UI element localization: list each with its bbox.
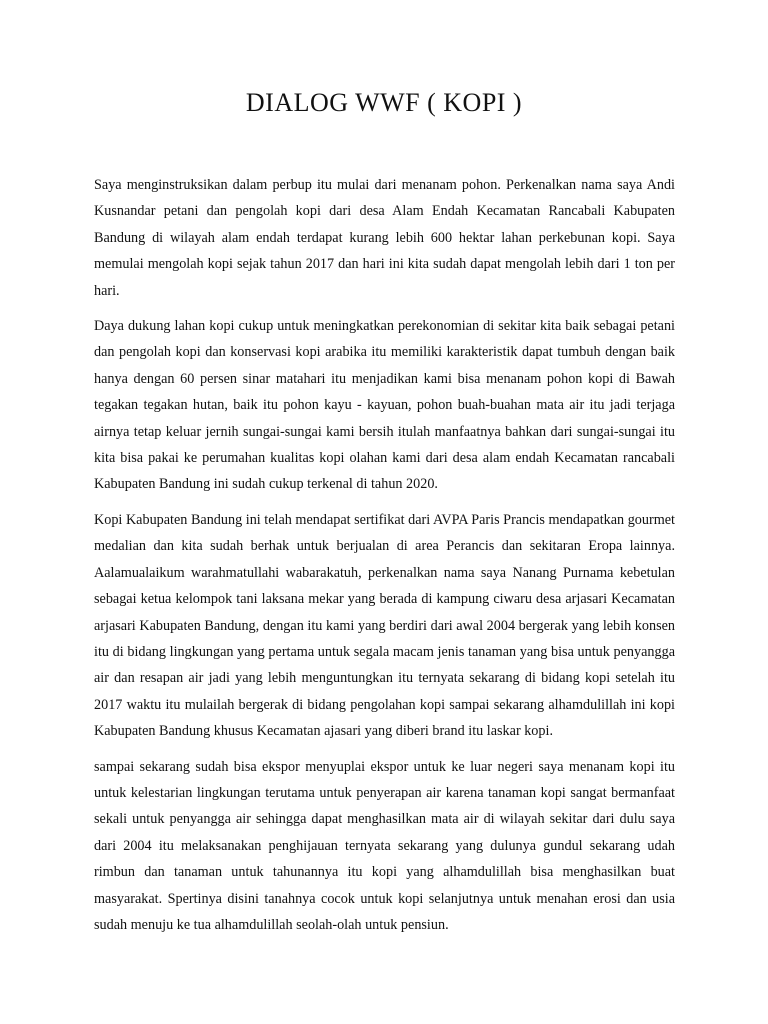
document-body <box>94 172 675 947</box>
document-title: DIALOG WWF ( KOPI ) <box>245 88 523 117</box>
paragraph-3: Kopi Kabupaten Bandung ini telah mendapat sertifikat dari AVPA Paris Prancis mendapatkan gourmet medalian dan kita sudah berhak untuk berjualan di area Perancis dan sekitaran Eropa lainnya. Aalamualaikum warahmatullahi wabarakatuh, perkenalkan nama saya Nanang Purnama kebetulan sebagai ketua kelompok tani laksana mekar yang berada di kampung ciwaru desa arjasari Kecamatan arjasari Kabupaten Bandung, dengan itu kami yang berdiri dari awal 2004 bergerak yang lebih konsen itu di bidang lingkungan yang pertama untuk segala macam jenis tanaman yang bisa untuk penyangga air dan resapan air jadi yang lebih menguntungkan itu ternyata sekarang di bidang kopi setelah itu 2017 waktu itu mulailah bergerak di bidang pengolahan kopi sampai sekarang alhamdulillah ini kopi Kabupaten Bandung khusus Kecamatan ajasari yang diberi brand itu laskar kopi. <box>94 511 675 740</box>
paragraph-4: sampai sekarang sudah bisa ekspor menyuplai ekspor untuk ke luar negeri saya menanam kopi itu untuk kelestarian lingkungan terutama untuk penyerapan air karena tanaman kopi sangat bermanfaat sekali untuk penyangga air sehingga dapat menghasilkan mata air di wilayah sekitar dari dulu saya dari 2004 itu melaksanakan penghijauan ternyata sekarang yang dulunya gundul sekarang udah rimbun dan tanaman untuk tahunannya itu kopi yang alhamdulillah bisa menghasilkan buat masyarakat. Spertinya disini tanahnya cocok untuk kopi selanjutnya untuk menahan erosi dan usia sudah menuju ke tua alhamdulillah seolah-olah untuk pensiun. <box>94 758 675 933</box>
paragraph-2: Daya dukung lahan kopi cukup untuk meningkatkan perekonomian di sekitar kita baik sebagai petani dan pengolah kopi dan konservasi kopi arabika itu memiliki karakteristik dapat tumbuh dengan baik hanya dengan 60 persen sinar matahari itu menjadikan kami bisa menanam pohon kopi di Bawah tegakan tegakan hutan, baik itu pohon kayu - kayuan, pohon buah-buahan mata air itu jadi terjaga airnya tetap keluar jernih sungai-sungai kami bersih itulah manfaatnya bahkan dari sungai-sungai itu kita bisa pakai ke perumahan kualitas kopi olahan kami dari desa alam endah Kecamatan rancabali Kabupaten Bandung ini sudah cukup terkenal di tahun 2020. <box>94 318 675 493</box>
paragraph-1: Saya menginstruksikan dalam perbup itu mulai dari menanam pohon. Perkenalkan nama saya Andi Kusnandar petani dan pengolah kopi dari desa Alam Endah Kecamatan Rancabali Kabupaten Bandung di wilayah alam endah terdapat kurang lebih 600 hektar lahan perkebunan kopi. Saya memulai mengolah kopi sejak tahun 2017 dan hari ini kita sudah dapat mengolah lebih dari 1 ton per hari. <box>94 177 675 299</box>
